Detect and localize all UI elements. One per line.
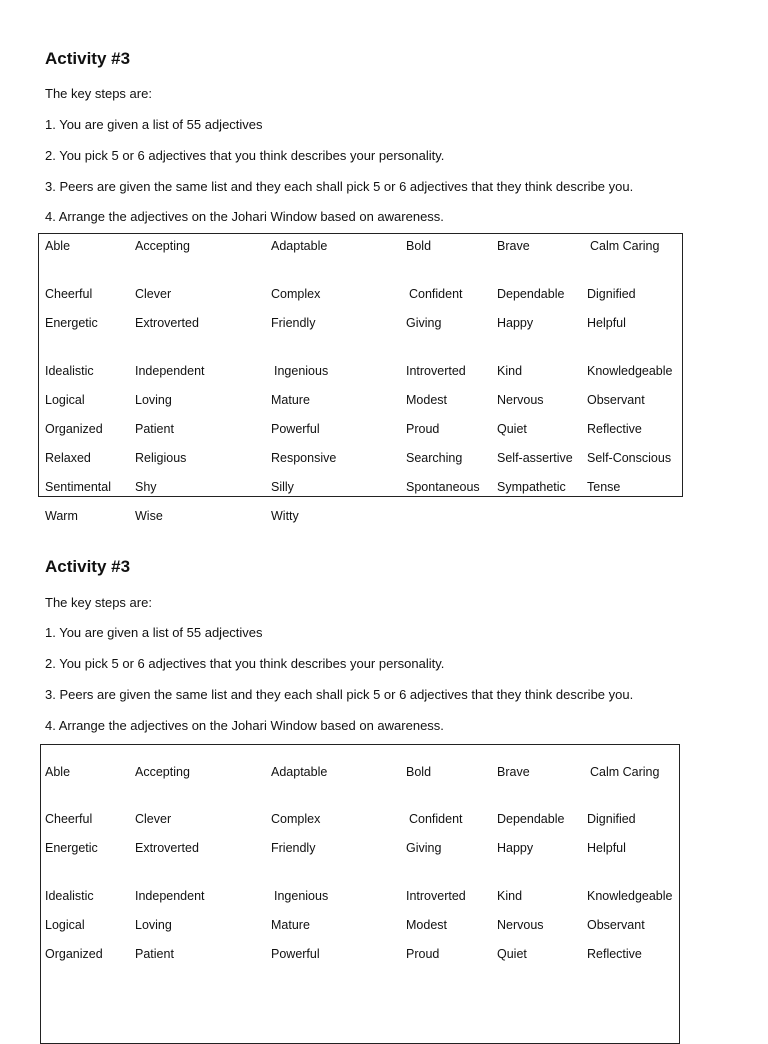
- adjective-cell: Self-assertive: [497, 451, 573, 465]
- adjective-cell: Adaptable: [271, 765, 328, 779]
- adjective-cell: Spontaneous: [406, 480, 480, 494]
- adjective-cell: Warm: [45, 509, 78, 523]
- adjective-cell: Energetic: [45, 316, 98, 330]
- adjective-cell: Sympathetic: [497, 480, 566, 494]
- adjective-cell: Proud: [406, 422, 440, 436]
- adjective-cell: Reflective: [587, 422, 642, 436]
- adjective-cell: Powerful: [271, 422, 320, 436]
- adjective-cell: Calm Caring: [590, 239, 660, 253]
- adjective-cell: Self-Conscious: [587, 451, 672, 465]
- adjective-cell: Observant: [587, 393, 645, 407]
- adjective-cell: Proud: [406, 947, 440, 961]
- adjective-cell: Loving: [135, 918, 172, 932]
- adjective-cell: Quiet: [497, 422, 527, 436]
- section-1-heading: Activity #3: [45, 49, 131, 68]
- section-2-intro: The key steps are:: [45, 595, 152, 610]
- adjective-cell: Idealistic: [45, 889, 94, 903]
- adjective-cell: Extroverted: [135, 316, 199, 330]
- adjective-cell: Sentimental: [45, 480, 112, 494]
- adjective-cell: Calm Caring: [590, 765, 660, 779]
- section-1-intro: The key steps are:: [45, 86, 152, 101]
- adjective-cell: Powerful: [271, 947, 320, 961]
- adjective-cell: Knowledgeable: [587, 889, 673, 903]
- section-1-step-4: 4. Arrange the adjectives on the Johari Window based on awareness.: [45, 209, 444, 224]
- adjective-cell: Independent: [135, 889, 205, 903]
- section-1-step-3: 3. Peers are given the same list and they each shall pick 5 or 6 adjectives that they think describe you.: [45, 179, 634, 194]
- adjective-cell: Friendly: [271, 841, 316, 855]
- adjective-cell: Confident: [409, 812, 463, 826]
- adjective-cell: Kind: [497, 364, 523, 378]
- adjective-cell: Clever: [135, 287, 172, 301]
- adjective-cell: Mature: [271, 918, 310, 932]
- adjective-cell: Tense: [587, 480, 621, 494]
- adjective-cell: Complex: [271, 287, 321, 301]
- adjective-cell: Knowledgeable: [587, 364, 673, 378]
- adjective-cell: Mature: [271, 393, 310, 407]
- adjective-cell: Brave: [497, 239, 530, 253]
- adjective-cell: Dependable: [497, 812, 565, 826]
- adjective-cell: Quiet: [497, 947, 527, 961]
- adjective-cell: Complex: [271, 812, 321, 826]
- adjective-cell: Relaxed: [45, 451, 91, 465]
- adjective-cell: Modest: [406, 918, 447, 932]
- adjective-cell: Friendly: [271, 316, 316, 330]
- adjective-cell: Giving: [406, 316, 442, 330]
- adjective-cell: Witty: [271, 509, 299, 523]
- adjective-cell: Loving: [135, 393, 172, 407]
- adjective-cell: Reflective: [587, 947, 642, 961]
- adjective-cell: Extroverted: [135, 841, 199, 855]
- adjective-cell: Confident: [409, 287, 463, 301]
- adjective-cell: Organized: [45, 422, 103, 436]
- adjective-cell: Energetic: [45, 841, 98, 855]
- adjective-cell: Searching: [406, 451, 463, 465]
- adjective-cell: Able: [45, 239, 71, 253]
- adjective-cell: Cheerful: [45, 287, 93, 301]
- adjective-cell: Patient: [135, 422, 174, 436]
- adjective-cell: Nervous: [497, 393, 544, 407]
- adjective-cell: Patient: [135, 947, 174, 961]
- adjective-cell: Shy: [135, 480, 157, 494]
- adjective-cell: Able: [45, 765, 71, 779]
- adjective-cell: Dignified: [587, 812, 636, 826]
- section-2-step-4: 4. Arrange the adjectives on the Johari Window based on awareness.: [45, 718, 444, 733]
- adjective-cell: Responsive: [271, 451, 337, 465]
- adjective-cell: Wise: [135, 509, 163, 523]
- adjective-cell: Accepting: [135, 765, 190, 779]
- adjective-cell: Observant: [587, 918, 645, 932]
- adjective-cell: Introverted: [406, 364, 466, 378]
- adjective-cell: Giving: [406, 841, 442, 855]
- adjective-cell: Happy: [497, 316, 534, 330]
- adjective-cell: Silly: [271, 480, 294, 494]
- adjective-cell: Organized: [45, 947, 103, 961]
- adjective-cell: Brave: [497, 765, 530, 779]
- section-2-step-1: 1. You are given a list of 55 adjectives: [45, 625, 263, 640]
- adjective-cell: Kind: [497, 889, 523, 903]
- adjective-cell: Introverted: [406, 889, 466, 903]
- adjective-cell: Helpful: [587, 841, 626, 855]
- adjective-cell: Bold: [406, 765, 432, 779]
- section-2-heading: Activity #3: [45, 557, 131, 576]
- section-1-step-1: 1. You are given a list of 55 adjectives: [45, 117, 263, 132]
- adjective-cell: Ingenious: [274, 364, 329, 378]
- adjective-cell: Ingenious: [274, 889, 329, 903]
- section-2-step-3: 3. Peers are given the same list and they each shall pick 5 or 6 adjectives that they think describe you.: [45, 687, 634, 702]
- adjective-cell: Idealistic: [45, 364, 94, 378]
- adjective-cell: Modest: [406, 393, 447, 407]
- adjective-cell: Clever: [135, 812, 172, 826]
- adjective-cell: Adaptable: [271, 239, 328, 253]
- adjective-cell: Logical: [45, 918, 85, 932]
- adjective-cell: Cheerful: [45, 812, 93, 826]
- adjective-cell: Religious: [135, 451, 187, 465]
- adjective-cell: Nervous: [497, 918, 544, 932]
- adjective-cell: Helpful: [587, 316, 626, 330]
- section-1-step-2: 2. You pick 5 or 6 adjectives that you think describes your personality.: [45, 148, 445, 163]
- adjective-cell: Logical: [45, 393, 85, 407]
- adjective-cell: Dependable: [497, 287, 565, 301]
- adjective-cell: Dignified: [587, 287, 636, 301]
- section-2-step-2: 2. You pick 5 or 6 adjectives that you think describes your personality.: [45, 656, 445, 671]
- adjective-cell: Accepting: [135, 239, 190, 253]
- adjective-cell: Independent: [135, 364, 205, 378]
- adjective-cell: Bold: [406, 239, 432, 253]
- adjective-cell: Happy: [497, 841, 534, 855]
